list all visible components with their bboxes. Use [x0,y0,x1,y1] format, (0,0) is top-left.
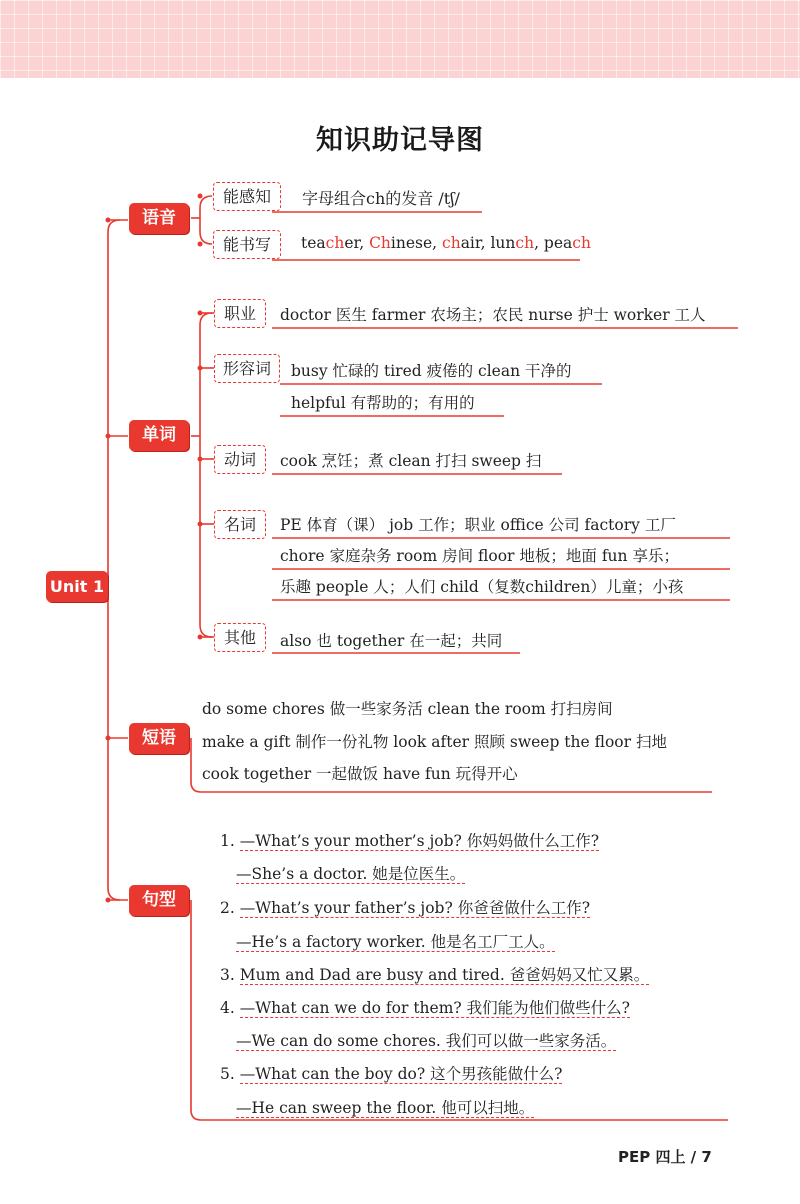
write-word-3: chair, [442,234,491,252]
sentence-5-answer: —He can sweep the floor. 他可以扫地。 [236,1099,535,1117]
write-words [301,234,591,252]
write-word-1: teacher, [301,234,370,252]
subnode-verbs: 动词 [214,445,266,474]
branch-pronunciation: 语音 [129,203,189,234]
phrases-line-1: do some chores 做一些家务活 clean the room 打扫房间 [202,700,613,718]
adjectives-line-2: helpful 有帮助的；有用的 [291,394,475,412]
sentence-2-answer: —He’s a factory worker. 他是名工厂工人。 [236,933,555,951]
subnode-write: 能书写 [213,230,281,259]
write-word-5: peach [543,234,591,252]
sentence-3: 3. Mum and Dad are busy and tired. 爸爸妈妈又忙又累。 [220,966,650,984]
others-text: also 也 together 在一起；共同 [280,632,503,650]
branch-sentences: 句型 [129,885,189,916]
jobs-text: doctor 医生 farmer 农场主；农民 nurse 护士 worker 工人 [280,306,706,324]
perceive-text: 字母组合ch的发音 /tʃ/ [302,189,460,208]
nouns-line-2: chore 家庭杂务 room 房间 floor 地板；地面 fun 享乐； [280,547,679,565]
nouns-line-1: PE 体育（课） job 工作；职业 office 公司 factory 工厂 [280,516,676,534]
subnode-others: 其他 [214,623,266,652]
subnode-adjectives: 形容词 [214,354,280,383]
root-node-unit: Unit 1 [46,571,108,602]
page-footer: PEP 四上 / 7 [618,1148,712,1166]
sentence-4-question: 4. —What can we do for them? 我们能为他们做些什么? [220,999,630,1017]
subnode-nouns: 名词 [214,510,266,539]
nouns-line-3: 乐趣 people 人；人们 child（复数children）儿童；小孩 [280,578,684,596]
write-word-2: Chinese, [369,234,443,252]
branch-phrases: 短语 [129,723,189,754]
sentence-4-answer: —We can do some chores. 我们可以做一些家务活。 [236,1032,617,1050]
phrases-line-3: cook together 一起做饭 have fun 玩得开心 [202,765,518,783]
phrases-line-2: make a gift 制作一份礼物 look after 照顾 sweep the floor 扫地 [202,733,667,751]
verbs-text: cook 烹饪；煮 clean 打扫 sweep 扫 [280,452,542,470]
sentence-1-answer: —She’s a doctor. 她是位医生。 [236,865,466,883]
subnode-jobs: 职业 [214,299,266,328]
adjectives-line-1: busy 忙碌的 tired 疲倦的 clean 干净的 [291,362,572,380]
write-word-4: lunch, [490,234,544,252]
sentence-5-question: 5. —What can the boy do? 这个男孩能做什么? [220,1065,563,1083]
subnode-perceive: 能感知 [213,182,281,211]
sentence-1-question: 1. —What’s your mother’s job? 你妈妈做什么工作? [220,832,600,850]
branch-words: 单词 [129,420,189,451]
page-title: 知识助记导图 [316,125,484,156]
sentence-2-question: 2. —What’s your father’s job? 你爸爸做什么工作? [220,899,591,917]
